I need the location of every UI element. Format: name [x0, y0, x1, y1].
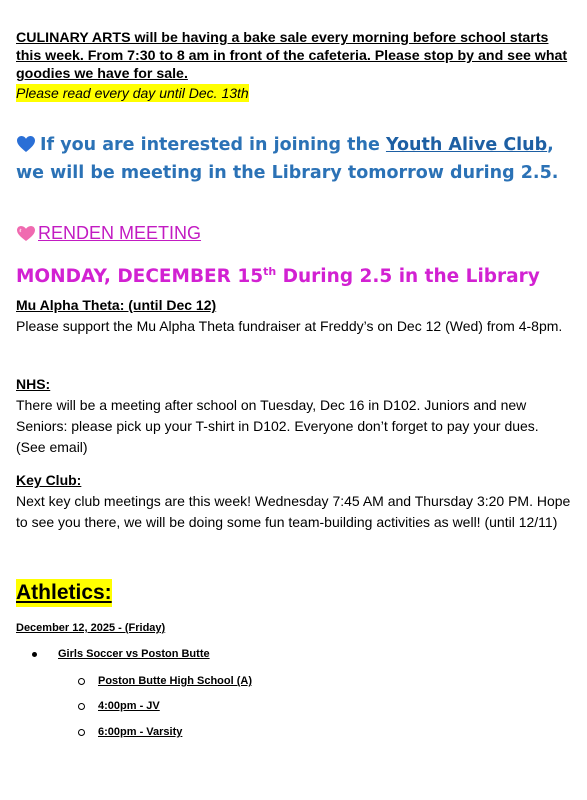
- renden-date-text: MONDAY, DECEMBER 15: [16, 266, 264, 287]
- mu-alpha-theta-body: Please support the Mu Alpha Theta fundraiser at Freddy’s on Dec 12 (Wed) from 4-8pm.: [16, 318, 563, 334]
- list-item: [78, 673, 252, 689]
- culinary-arts-announcement: CULINARY ARTS will be having a bake sale every morning before school starts this week. From 7:30 to 8 am in front of the cafeteria. Please stop by and see what goodies we have for sale.: [16, 30, 568, 82]
- athletics-date: December 12, 2025 - (Friday): [16, 622, 166, 634]
- bullet-icon: [32, 652, 37, 657]
- game-location: Poston Butte High School (A): [98, 675, 252, 687]
- circle-bullet-icon: [78, 678, 85, 685]
- athletics-heading: Athletics:: [16, 579, 112, 607]
- list-item: [36, 646, 210, 662]
- pink-heart-icon: [16, 223, 36, 249]
- circle-bullet-icon: [78, 729, 85, 736]
- culinary-arts-note: Please read every day until Dec. 13th: [16, 85, 249, 101]
- circle-bullet-icon: [78, 703, 85, 710]
- nhs-heading: NHS:: [16, 376, 51, 392]
- youth-alive-club-link[interactable]: Youth Alive Club: [385, 135, 548, 155]
- key-club-body: Next key club meetings are this week! Wednesday 7:45 AM and Thursday 3:20 PM. Hope to see you there, we will be doing some fun team-building activities as well! (until 12/11): [16, 493, 571, 530]
- renden-date-location: During 2.5 in the Library: [276, 266, 540, 287]
- blue-heart-icon: [16, 135, 36, 161]
- game-title: Girls Soccer vs Poston Butte: [58, 648, 210, 660]
- nhs-body: There will be a meeting after school on Tuesday, Dec 16 in D102. Juniors and new Seniors: please pick up your T-shirt in D102. Everyone don’t forget to pay your dues. (See email): [16, 397, 539, 455]
- mu-alpha-theta-heading: Mu Alpha Theta: (until Dec 12): [16, 297, 217, 313]
- nhs-section: [16, 374, 572, 458]
- list-item: [78, 724, 182, 740]
- youth-alive-text-pre: If you are interested in joining the: [40, 135, 386, 155]
- renden-meeting-label: RENDEN MEETING: [38, 223, 202, 243]
- youth-alive-announcement: [16, 133, 572, 186]
- key-club-section: [16, 470, 572, 533]
- mu-alpha-theta-section: [16, 295, 572, 337]
- renden-date-suffix: th: [263, 265, 277, 278]
- youth-alive-text-post: , we will be meeting in the Library tomorrow during 2.5.: [16, 135, 559, 183]
- game-time-jv: 4:00pm - JV: [98, 700, 160, 712]
- renden-meeting-date: [16, 259, 540, 290]
- game-time-varsity: 6:00pm - Varsity: [98, 726, 183, 738]
- renden-meeting-heading: [16, 220, 201, 249]
- key-club-heading: Key Club:: [16, 472, 82, 488]
- list-item: [78, 698, 160, 714]
